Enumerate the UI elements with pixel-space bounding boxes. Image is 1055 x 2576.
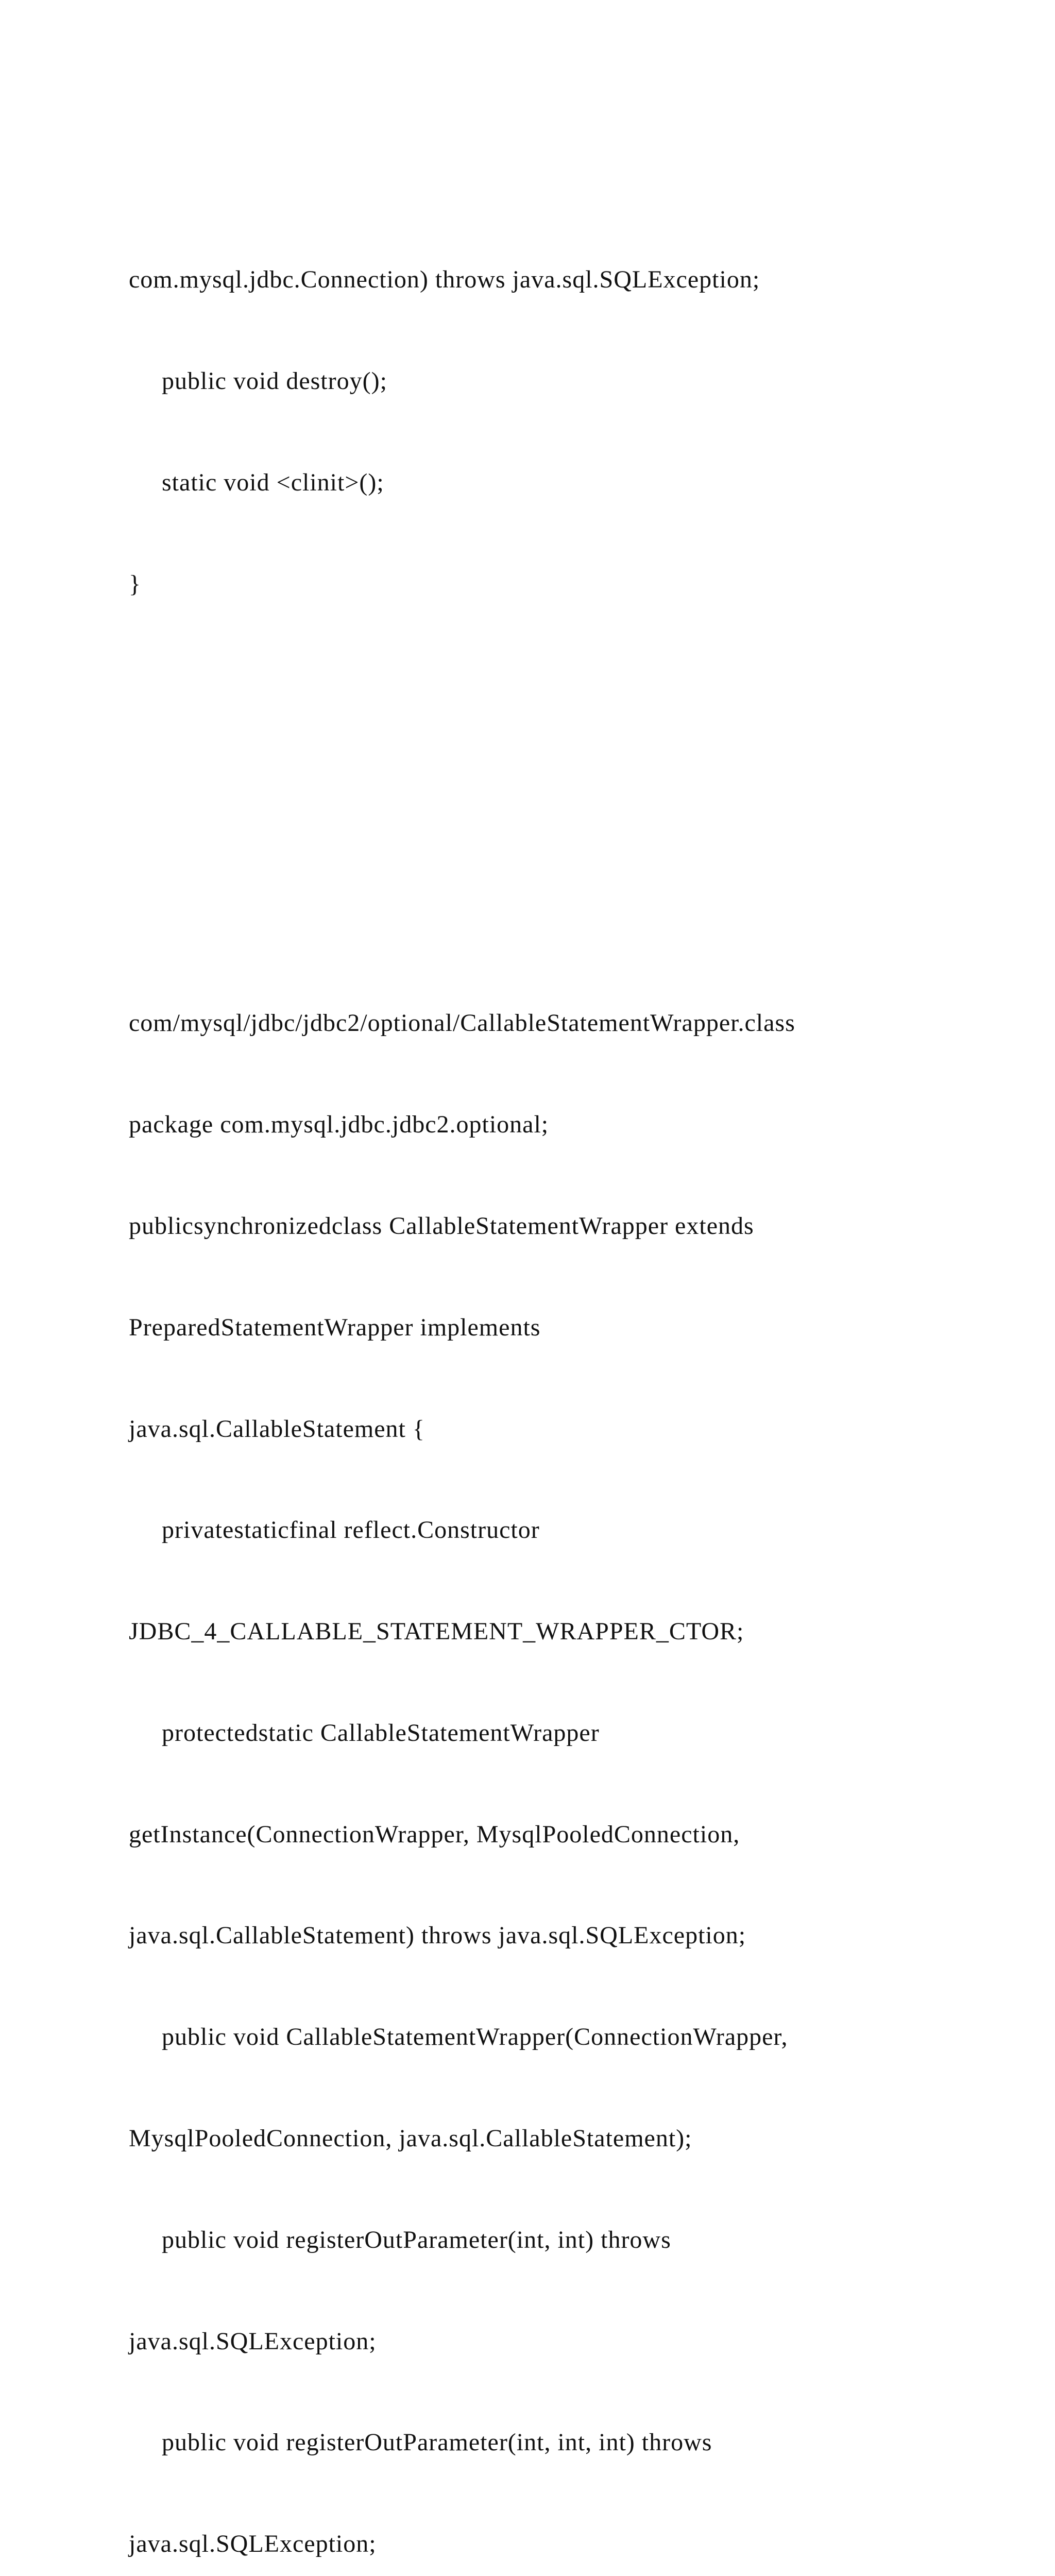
code-line: java.sql.SQLException; [129,2530,377,2558]
code-block-callable-statement-wrapper [129,939,1005,2576]
code-line: getInstance(ConnectionWrapper, MysqlPooledConnection, [129,1820,740,1848]
code-line: package com.mysql.jdbc.jdbc2.optional; [129,1111,549,1139]
code-line: public void destroy(); [162,367,387,395]
code-line: public void registerOutParameter(int, int) throws [162,2226,671,2253]
code-line: public void registerOutParameter(int, int, int) throws [162,2429,712,2456]
code-line: PreparedStatementWrapper implements [129,1313,541,1341]
code-line: com.mysql.jdbc.Connection) throws java.sql.SQLException; [129,266,760,294]
code-line: java.sql.CallableStatement { [129,1415,425,1443]
code-line: static void <clinit>(); [162,468,384,496]
code-line: java.sql.CallableStatement) throws java.sql.SQLException; [129,1922,746,1950]
code-line: java.sql.SQLException; [129,2327,377,2355]
code-line: } [129,570,142,598]
code-line: protectedstatic CallableStatementWrapper [162,1719,600,1747]
code-text [129,128,1005,2576]
code-line: public void CallableStatementWrapper(ConnectionWrapper, [162,2023,788,2051]
blank-space [129,770,1005,837]
code-line: publicsynchronizedclass CallableStatementWrapper extends [129,1212,754,1240]
code-line: MysqlPooledConnection, java.sql.CallableStatement); [129,2125,692,2153]
code-line: com/mysql/jdbc/jdbc2/optional/CallableStatementWrapper.class [129,1009,795,1037]
code-line: privatestaticfinal reflect.Constructor [162,1516,540,1544]
code-line: JDBC_4_CALLABLE_STATEMENT_WRAPPER_CTOR; [129,1618,744,1646]
code-block-class-end [129,195,1005,668]
